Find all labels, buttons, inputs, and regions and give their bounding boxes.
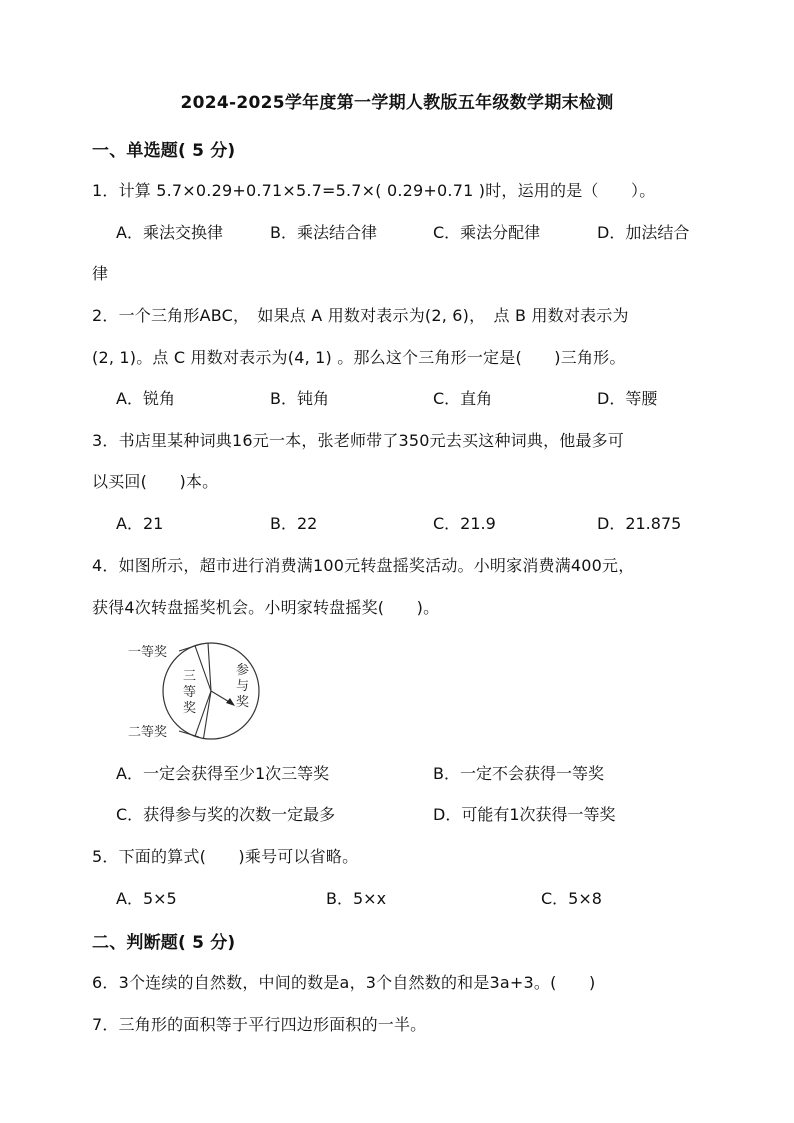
question-4-option-b[interactable]: B．一定不会获得一等奖 [433,764,604,783]
question-4-option-d[interactable]: D．可能有1次获得一等奖 [433,805,616,824]
question-1-stem: 1．计算 5.7×0.29+0.71×5.7=5.7×( 0.29+0.71 )时，运用的是（ ）。 [92,181,656,200]
prize-wheel-svg [126,640,266,742]
prize-wheel-figure [126,640,266,742]
question-2-option-b[interactable]: B．钝角 [270,389,329,408]
question-1-option-d-wrap: 律 [92,264,109,283]
question-2-option-a[interactable]: A．锐角 [116,389,175,408]
question-4-stem-line-2: 获得4次转盘摇奖机会。小明家转盘摇奖( )。 [92,598,440,617]
question-1-option-c[interactable]: C．乘法分配律 [433,223,541,242]
section-heading-true-false: 二、判断题( 5 分) [92,933,236,953]
question-4-stem-line-1: 4．如图所示，超市进行消费满100元转盘摇奖活动。小明家消费满400元， [92,556,635,575]
sector-third-char-1: 三 [183,669,197,684]
question-4-option-a[interactable]: A．一定会获得至少1次三等奖 [116,764,330,783]
question-5-stem: 5．下面的算式( )乘号可以省略。 [92,847,359,866]
question-2-option-d[interactable]: D．等腰 [597,389,658,408]
question-3-stem-line-1: 3．书店里某种词典16元一本，张老师带了350元去买这种词典，他最多可 [92,431,625,450]
section-heading-single-choice: 一、单选题( 5 分) [92,141,236,161]
sector-third-char-3: 奖 [183,701,197,716]
label-first-prize: 一等奖 [128,645,168,660]
sector-participation-char-1: 参 [236,663,250,678]
question-5-option-b[interactable]: B．5×x [326,889,387,908]
question-5-option-a[interactable]: A．5×5 [116,889,177,908]
question-6-stem: 6．3个连续的自然数，中间的数是a，3个自然数的和是3a+3。( ) [92,973,596,992]
question-3-option-c[interactable]: C．21.9 [433,514,496,533]
question-3-stem-line-2: 以买回( )本。 [92,472,219,491]
sector-participation-char-2: 与 [236,679,250,694]
wheel-divider-second [195,691,211,736]
sector-third-char-2: 等 [183,685,197,700]
label-leader-first [179,644,201,651]
wheel-divider-bottom [204,691,212,738]
question-1-option-a[interactable]: A．乘法交换律 [116,223,223,242]
question-1-option-b[interactable]: B．乘法结合律 [270,223,377,242]
question-5-option-c[interactable]: C．5×8 [541,889,602,908]
wheel-pointer-arrowhead [226,698,235,706]
question-3-option-b[interactable]: B．22 [270,514,318,533]
question-4-option-c[interactable]: C．获得参与奖的次数一定最多 [116,805,336,824]
question-3-option-a[interactable]: A．21 [116,514,164,533]
question-2-option-c[interactable]: C．直角 [433,389,493,408]
question-3-option-d[interactable]: D．21.875 [597,514,682,533]
question-7-stem: 7．三角形的面积等于平行四边形面积的一半。 [92,1015,427,1034]
question-2-stem-line-1: 2．一个三角形ABC， 如果点 A 用数对表示为(2, 6)， 点 B 用数对表示为 [92,306,629,325]
sector-participation-char-3: 奖 [236,695,250,710]
label-second-prize: 二等奖 [128,725,168,740]
exam-title: 2024-2025学年度第一学期人教版五年级数学期末检测 [180,93,614,113]
question-1-option-d[interactable]: D．加法结合 [597,223,690,242]
question-2-stem-line-2: (2, 1)。点 C 用数对表示为(4, 1) 。那么这个三角形一定是( )三角形。 [92,348,626,367]
